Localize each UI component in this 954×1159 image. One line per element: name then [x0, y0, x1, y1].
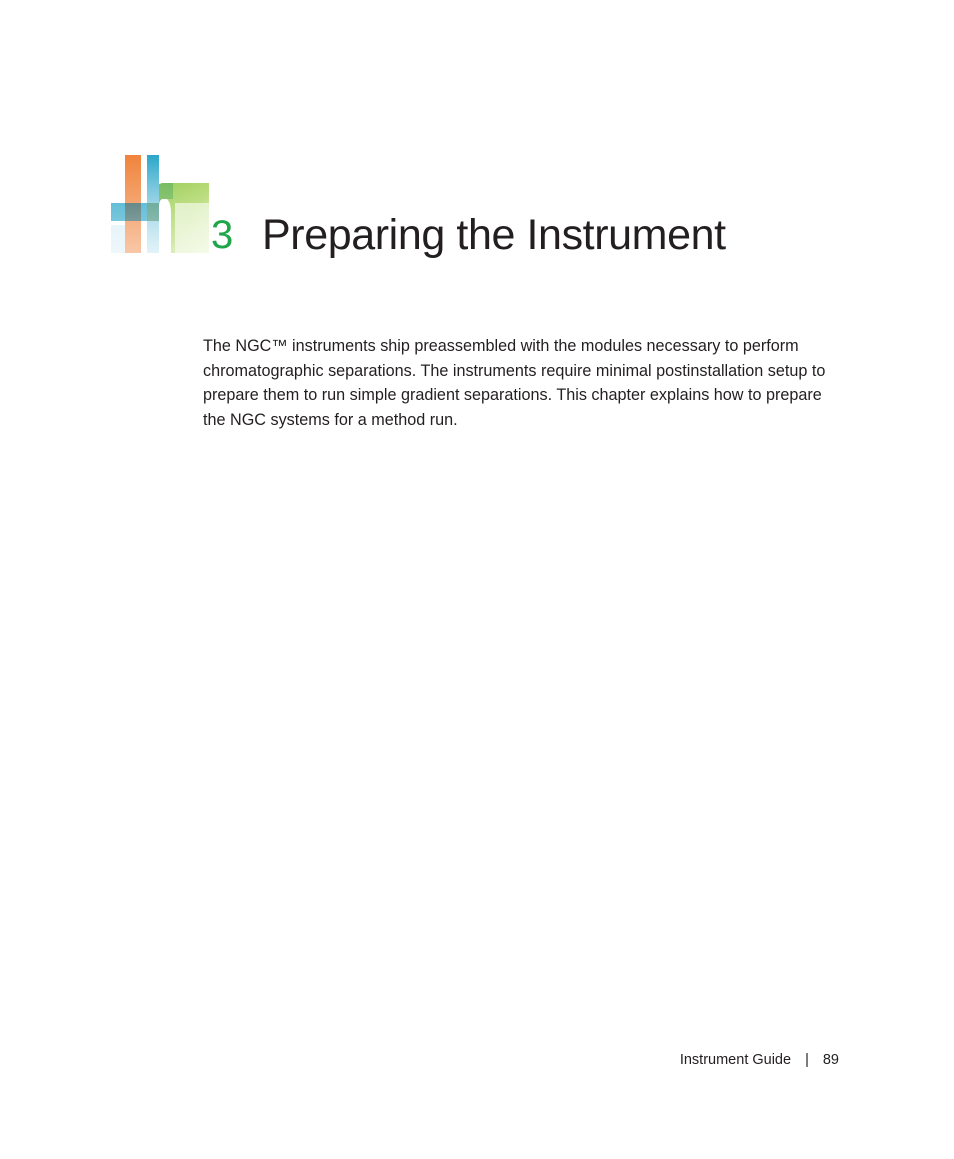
footer-page-number: 89	[822, 1052, 839, 1068]
page-footer	[680, 1050, 839, 1070]
footer-separator: |	[805, 1052, 809, 1068]
footer-guide-name: Instrument Guide	[679, 1052, 792, 1068]
intro-paragraph: The NGC™ instruments ship preassembled with the modules necessary to perform chromatographic separations. The instruments require minimal postinstallation setup to prepare them to run simple gradient separations. This chapter explains how to prepare the NGC systems for a method run.	[203, 337, 826, 430]
chapter-title: Preparing the Instrument	[262, 211, 726, 259]
chapter-tab-logo-icon	[111, 155, 209, 253]
chapter-number: 3	[211, 213, 234, 257]
